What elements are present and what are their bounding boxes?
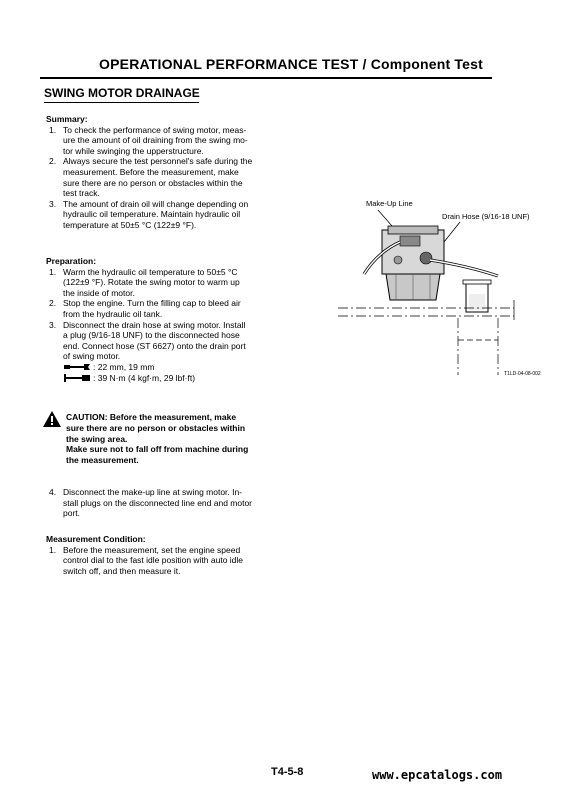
item-text: Before the measurement, set the engine speed control dial to the fast idle position with auto idle switch off, and then measure it. [63,544,244,576]
makeup-line-label: Make-Up Line [366,199,413,208]
caution-block [42,412,286,466]
torque-spec-text: : 39 N·m (4 kgf·m, 29 lbf·ft) [93,373,196,384]
item-number: 2. [49,156,57,167]
item-number: 3. [49,319,57,330]
measurement-block [46,534,286,576]
item-number: 4. [49,487,57,497]
step4-block [46,487,286,519]
torque-spec [64,373,286,384]
preparation-block [46,256,286,384]
drain-hose-label: Drain Hose (9/16-18 UNF) [442,212,530,221]
wrench-spec [64,362,286,373]
item-number: 1. [49,266,57,277]
item-number: 1. [49,124,57,135]
item-text: Warm the hydraulic oil temperature to 50±5 °C (122±9 °F). Rotate the swing motor to warm up the inside of motor. [63,266,240,298]
list-item [46,487,286,519]
item-text: Disconnect the drain hose at swing motor. Install a plug (9/16-18 UNF) to the disconnected hose end. Connect hose (ST 6627) onto the drain port of swing motor. [63,319,246,362]
item-text: The amount of drain oil will change depending on hydraulic oil temperature. Maintain hydraulic oil temperature at 50±5 °C (122±9 °F). [63,198,249,230]
section-title-underline [44,102,199,103]
measurement-heading: Measurement Condition: [46,534,146,544]
page-number: T4-5-8 [271,766,304,778]
list-item [46,199,286,231]
page-header-title: OPERATIONAL PERFORMANCE TEST / Component Test [99,56,483,72]
list-item [46,267,286,299]
list-item [46,545,286,577]
wrench-spec-text: : 22 mm, 19 mm [93,362,155,373]
list-item [46,298,286,319]
item-text: To check the performance of swing motor, meas- ure the amount of oil draining from the swing mo- tor while swinging the upperstructure. [63,124,248,156]
item-text: Stop the engine. Turn the filling cap to bleed air from the hydraulic oil tank. [63,298,241,319]
caution-text: CAUTION: Before the measurement, make sure there are no person or obstacles within the swing area. Make sure not to fall off from machine during the measurement. [66,412,249,466]
item-text: Always secure the test personnel's safe during the measurement. Before the measurement, make sure there are no person or obstacles within the test track. [63,156,253,199]
item-number: 1. [49,544,57,555]
warning-triangle-icon [42,410,62,428]
footer-url: www.epcatalogs.com [372,768,503,782]
wrench-icon [64,363,90,371]
preparation-heading: Preparation: [46,256,97,266]
swing-motor-figure [338,190,552,380]
summary-heading: Summary: [46,114,88,124]
figure-code: T1LD-04-08-002 [504,371,541,377]
item-number: 2. [49,298,57,309]
list-item [46,156,286,198]
list-item [46,320,286,362]
section-title: SWING MOTOR DRAINAGE [44,86,200,100]
header-rule [40,77,492,79]
list-item [46,125,286,157]
item-number: 3. [49,198,57,209]
torque-wrench-icon [64,374,90,382]
item-text: Disconnect the make-up line at swing motor. In- stall plugs on the disconnected line end and motor port. [63,487,253,519]
summary-block [46,114,286,231]
